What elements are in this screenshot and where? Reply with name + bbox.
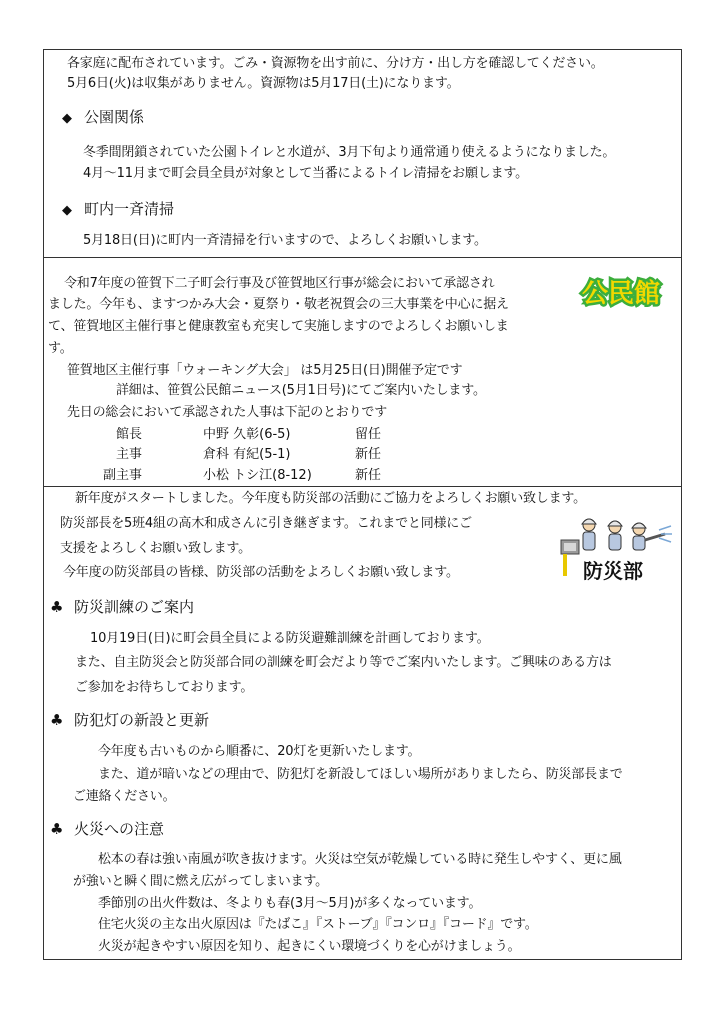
- bosai-intro-line-4: 今年度の防災部員の皆様、防災部の活動をよろしくお願い致します。: [63, 565, 459, 580]
- personnel-name: 倉科 有紀(5-1): [203, 447, 291, 462]
- kominkan-logo: [568, 272, 674, 312]
- bosai-logo: [553, 512, 673, 586]
- lights-line-1: 今年度も古いものから順番に、20灯を更新いたします。: [98, 744, 421, 759]
- kominkan-para-line-1: 令和7年度の笹賀下二子町会行事及び笹賀地区行事が総会において承認され: [64, 276, 495, 291]
- fire-line-5: 火災が起きやすい原因を知り、起きにくい環境づくりを心がけましょう。: [98, 939, 521, 954]
- personnel-status: 留任: [355, 427, 382, 442]
- drill-line-3: ご参加をお待ちしております。: [75, 680, 254, 695]
- lights-heading-text: 防犯灯の新設と更新: [74, 711, 210, 729]
- park-heading: [62, 107, 144, 129]
- diamond-icon: ◆: [62, 203, 72, 218]
- bosai-intro-line-3: 支援をよろしくお願い致します。: [60, 541, 251, 556]
- fire-heading: [50, 819, 164, 839]
- kominkan-para-line-3: て、笹賀地区主催行事と健康教室も充実して実施しますのでよろしくお願いしま: [48, 319, 509, 334]
- park-line-2: 4月～11月まで町会員全員が対象として当番によるトイレ清掃をお願します。: [83, 166, 528, 181]
- personnel-intro: 先日の総会において承認された人事は下記のとおりです: [67, 405, 388, 420]
- personnel-role: 主事: [116, 447, 143, 462]
- lights-heading: [50, 710, 209, 730]
- fire-line-1: 松本の春は強い南風が吹き抜けます。火災は空気が乾燥している時に発生しやすく、更に風: [98, 852, 622, 867]
- kominkan-para-line-4: す。: [48, 341, 73, 356]
- bosai-intro-line-2: 防災部長を5班4組の高木和成さんに引き継ぎます。これまでと同様にご: [60, 516, 472, 531]
- walking-details-line: 詳細は、笹賀公民館ニュース(5月1日号)にてご案内いたします。: [116, 383, 486, 398]
- kominkan-logo-text: 公民館: [581, 279, 661, 309]
- lights-line-3: ご連絡ください。: [73, 789, 176, 804]
- personnel-status: 新任: [355, 468, 382, 483]
- drill-heading: [50, 597, 194, 617]
- fire-line-4: 住宅火災の主な出火原因は『たばこ』『ストーブ』『コンロ』『コード』です。: [98, 917, 538, 932]
- walking-event-line: 笹賀地区主催行事「ウォーキング大会」 は5月25日(日)開催予定です: [67, 363, 463, 378]
- club-icon: ♣: [50, 598, 64, 616]
- personnel-name: 小松 トシ江(8-12): [203, 468, 312, 483]
- personnel-name: 中野 久彰(6-5): [203, 427, 291, 442]
- drill-line-2: また、自主防災会と防災部合同の訓練を町会だより等でご案内いたします。ご興味のある方は: [75, 655, 612, 670]
- cleanup-line-1: 5月18日(日)に町内一斉清掃を行いますので、よろしくお願いします。: [83, 233, 487, 248]
- personnel-role: 副主事: [103, 468, 143, 483]
- park-line-1: 冬季間閉鎖されていた公園トイレと水道が、3月下旬より通常通り使えるようになりました。: [83, 145, 616, 160]
- fire-line-2: が強いと瞬く間に燃え広がってしまいます。: [73, 874, 328, 889]
- club-icon: ♣: [50, 820, 64, 838]
- fire-heading-text: 火災への注意: [74, 820, 165, 838]
- firefighters-illustration: [561, 519, 672, 554]
- garbage-notice-line-2: 5月6日(火)は収集がありません。資源物は5月17日(土)になります。: [67, 76, 460, 91]
- lights-line-2: また、道が暗いなどの理由で、防犯灯を新設してほしい場所がありましたら、防災部長まで: [98, 767, 623, 782]
- personnel-role: 館長: [116, 427, 143, 442]
- garbage-notice-line-1: 各家庭に配布されています。ごみ・資源物を出す前に、分け方・出し方を確認してください。: [67, 56, 604, 71]
- bosai-logo-text: 防災部: [583, 559, 643, 583]
- club-icon: ♣: [50, 711, 64, 729]
- fire-line-3: 季節別の出火件数は、冬よりも春(3月～5月)が多くなっています。: [98, 896, 482, 911]
- park-heading-text: 公園関係: [84, 108, 145, 126]
- cleanup-heading: [62, 199, 174, 221]
- cleanup-heading-text: 町内一斉清掃: [84, 200, 175, 218]
- drill-heading-text: 防災訓練のご案内: [74, 598, 195, 616]
- personnel-status: 新任: [355, 447, 382, 462]
- bosai-intro-line-1: 新年度がスタートしました。今年度も防災部の活動にご協力をよろしくお願い致します。: [75, 491, 586, 506]
- diamond-icon: ◆: [62, 111, 72, 126]
- kominkan-para-line-2: ました。今年も、ますつかみ大会・夏祭り・敬老祝賀会の三大事業を中心に据え: [48, 297, 509, 312]
- drill-line-1: 10月19日(日)に町会員全員による防災避難訓練を計画しております。: [90, 631, 490, 646]
